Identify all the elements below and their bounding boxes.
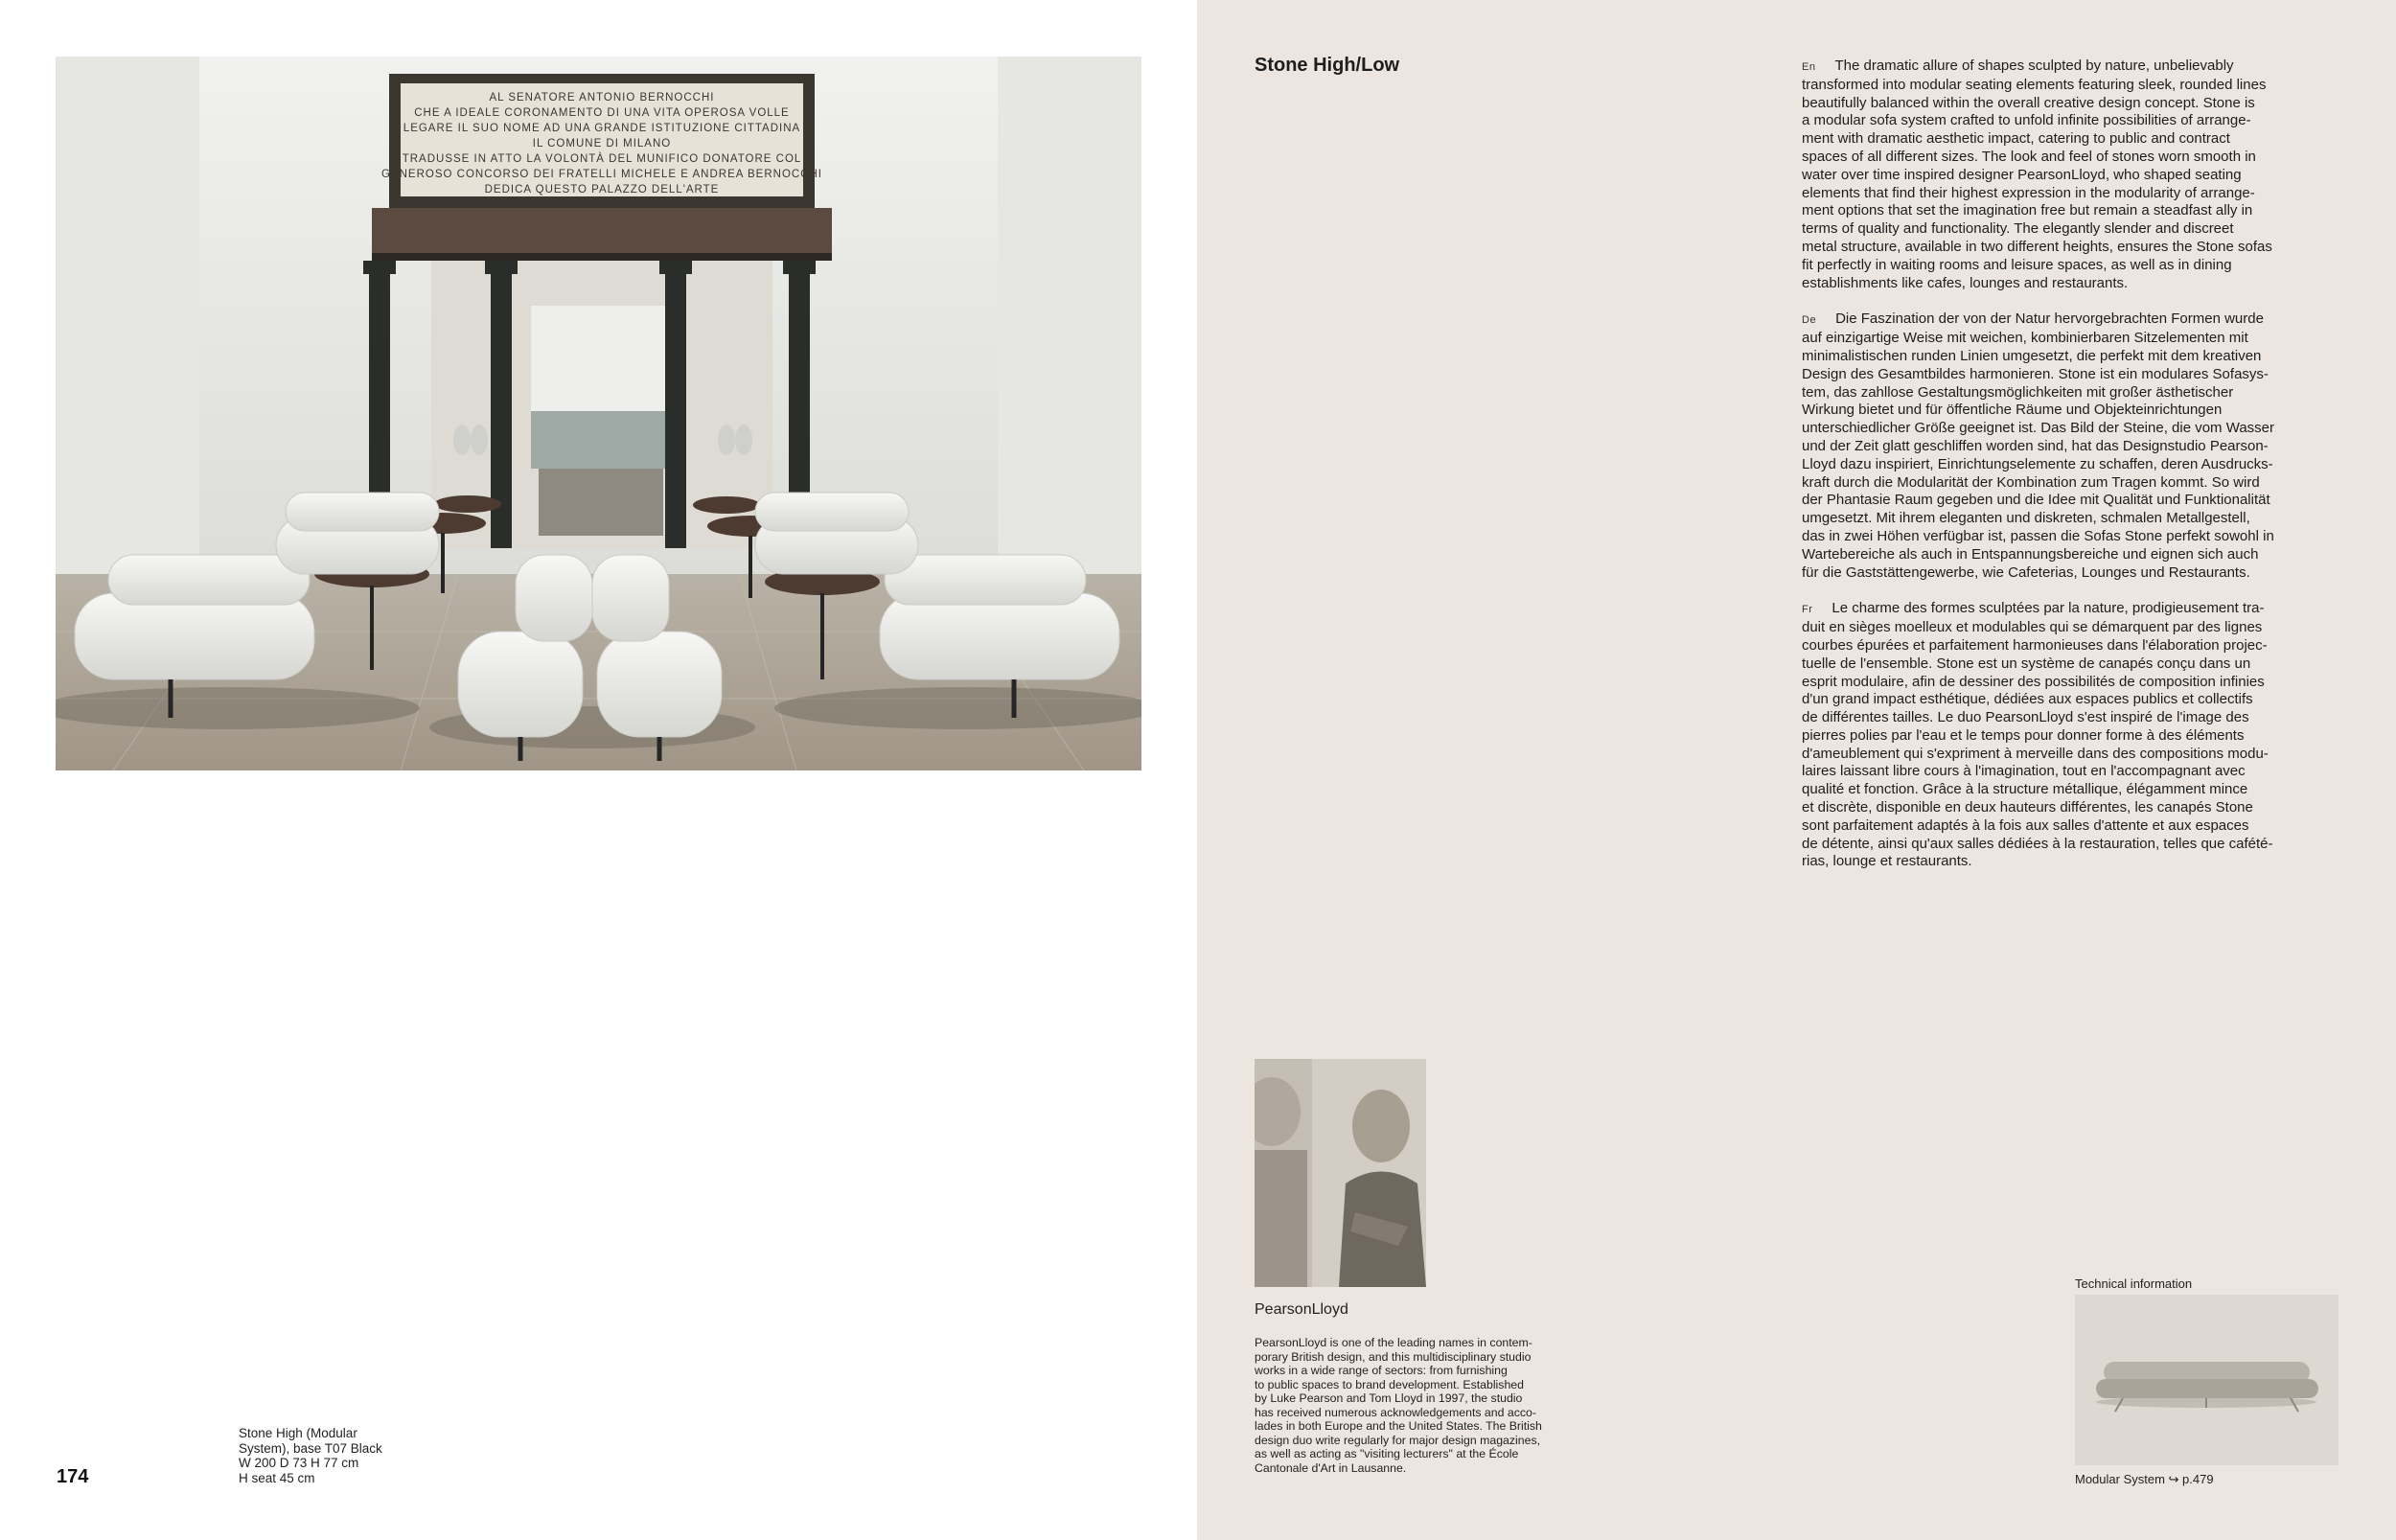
bio-line: as well as acting as "visiting lecturers" at the École: [1255, 1447, 1519, 1460]
language-tag: Fr: [1802, 604, 1813, 616]
bio-line: PearsonLloyd is one of the leading names in contem-: [1255, 1336, 1532, 1349]
modular-system-link[interactable]: Modular System ↪ p.479: [2075, 1472, 2214, 1486]
svg-text:DEDICA QUESTO PALAZZO DELL'ART: DEDICA QUESTO PALAZZO DELL'ARTE: [484, 184, 720, 195]
description-fr: Fr Le charme des formes sculptées par la nature, prodigieusement tra- duit en sièges moelleux et modulables qui se démarquent par des lignes courbes épurées et parfaitement harmonieuses dans l'élaboration projec- tuelle de l'ensemble. Stone est un système de canapés conçu dans un esprit modulaire, afin de dessiner des possibilités de composition infinies d'un grand impact esthétique, dédiées aux espaces publics et collectifs de différentes tailles. Le duo PearsonLloyd s'est inspiré de l'image des pierres polies par l'eau et le temps pour donner forme à des éléments d'ameublement qui s'expriment à merveille dans des compositions modu- laires laissant libre cours à l'imagination, tout en l'accompagnant avec qualité et fonction. Grâce à la structure métallique, élégamment mince et discrète, disponible en deux hauteurs différentes, les canapés Stone sont parfaitement adaptés à la fois aux salles d'attente et aux espaces de détente, ainsi qu'aux salles dédiées à la restauration, telles que cafété- rias, lounge et restaurants.: [1802, 600, 2273, 870]
designer-name: PearsonLloyd: [1255, 1301, 1348, 1318]
bio-line: porary British design, and this multidisciplinary studio: [1255, 1349, 1532, 1364]
bio-line: Cantonale d'Art in Lausanne.: [1255, 1460, 1407, 1475]
caption-line: Stone High (Modular: [239, 1426, 357, 1440]
svg-text:LEGARE IL SUO NOME AD UNA GRAN: LEGARE IL SUO NOME AD UNA GRANDE ISTITUZIONE CITTADINA: [403, 123, 801, 134]
left-page: [0, 0, 1197, 1540]
hall-photo: [56, 57, 1141, 770]
language-tag: De: [1802, 314, 1817, 327]
designer-portrait: [1255, 1059, 1426, 1287]
bio-line: lades in both Europe and the United States. The British: [1255, 1419, 1542, 1433]
photo-caption: [239, 1426, 459, 1485]
description-de: De Die Faszination der von der Natur hervorgebrachten Formen wurde auf einzigartige Weise mit weichen, kombinierbaren Sitzelementen mit minimalistischen runden Linien umgesetzt, die perfekt mit dem kreativen Design des Gesamtbildes harmonieren. Stone ist ein modulares Sofasys- tem, das zahllose Gestaltungsmöglichkeiten mit großer ästhetischer Wirkung bietet und für öffentliche Räume und Objekteinrichtungen unterschiedlicher Größe geeignet ist. Das Bild der Steine, die vom Wasser und der Zeit glatt geschliffen worden sind, hat das Designstudio Pearson- Lloyd dazu inspiriert, Einrichtungselemente zu schaffen, deren Ausdrucks- kraft durch die Modularität der Kombination zum Tragen kommt. So wird der Phantasie Raum gegeben und die Idee mit Qualität und Funktionalität umgesetzt. Mit ihrem eleganten und diskreten, schmalen Metallgestell, das in zwei Höhen verfügbar ist, passen die Sofas Stone perfekt sowohl in Wartebereiche als auch in Entspannungsbereiche und eignen sich auch für die Gaststättengewerbe, wie Cafeterias, Lounges und Restaurants.: [1802, 310, 2275, 581]
designer-bio: [1255, 1336, 1619, 1475]
svg-text:AL SENATORE ANTONIO BERNOCCHI: AL SENATORE ANTONIO BERNOCCHI: [489, 92, 715, 103]
technical-sofa-drawing: [2075, 1295, 2338, 1465]
svg-text:CHE A IDEALE CORONAMENTO DI UN: CHE A IDEALE CORONAMENTO DI UNA VITA OPEROSA VOLLE: [414, 107, 790, 119]
bio-line: has received numerous acknowledgements and acco-: [1255, 1405, 1536, 1419]
technical-information-label: Technical information: [2075, 1276, 2193, 1291]
svg-text:TRADUSSE IN ATTO LA VOLONTÀ DE: TRADUSSE IN ATTO LA VOLONTÀ DEL MUNIFICO DONATORE COL: [402, 153, 802, 165]
bio-line: design duo write regularly for major design magazines,: [1255, 1433, 1541, 1447]
caption-line: H seat 45 cm: [239, 1470, 315, 1485]
svg-text:IL COMUNE DI MILANO: IL COMUNE DI MILANO: [532, 138, 672, 149]
bio-line: to public spaces to brand development. Established: [1255, 1377, 1524, 1391]
lounge-illustration: [56, 57, 1141, 770]
description-en: En The dramatic allure of shapes sculpted by nature, unbelievably transformed into modular seating elements featuring sleek, rounded lines beautifully balanced within the overall creative design concept. Stone is a modular sofa system crafted to unfold infinite possibilities of arrange- ment with dramatic aesthetic impact, catering to public and contract spaces of all different sizes. The look and feel of stones worn smooth in water over time inspired designer PearsonLloyd, who shaped seating elements that find their highest expression in the modularity of arrange- ment options that set the imagination free but remain a steadfast ally in terms of quality and functionality. The elegantly slender and discreet metal structure, available in two different heights, ensures the Stone sofas fit perfectly in waiting rooms and leisure spaces, as well as in dining establishments like cafes, lounges and restaurants.: [1802, 57, 2272, 291]
svg-text:GENEROSO CONCORSO DEI FRATELLI: GENEROSO CONCORSO DEI FRATELLI MICHELE E ANDREA BERNOCCHI: [381, 169, 822, 180]
caption-line: W 200 D 73 H 77 cm: [239, 1456, 359, 1470]
page-number: 174: [57, 1466, 89, 1487]
description-column: [1802, 57, 2338, 889]
product-title: Stone High/Low: [1255, 55, 1400, 76]
bio-line: works in a wide range of sectors: from furnishing: [1255, 1364, 1508, 1377]
bio-line: by Luke Pearson and Tom Lloyd in 1997, the studio: [1255, 1391, 1523, 1405]
language-tag: En: [1802, 61, 1816, 73]
caption-line: System), base T07 Black: [239, 1440, 382, 1456]
